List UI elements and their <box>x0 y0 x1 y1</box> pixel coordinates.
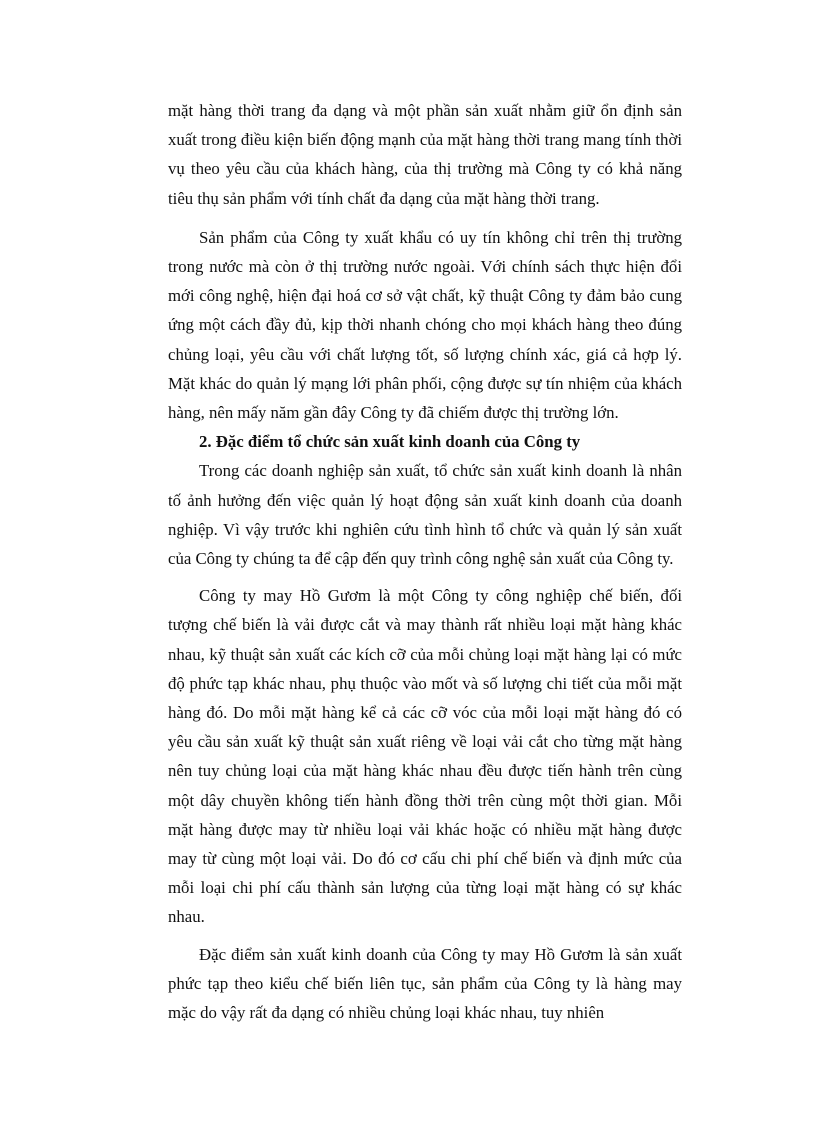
paragraph-organization: Trong các doanh nghiệp sản xuất, tổ chức sản xuất kinh doanh là nhân tố ảnh hưởng đến việc quản lý hoạt động sản xuất kinh doanh của doanh nghiệp. Vì vậy trước khi nghiên cứu tình hình tổ chức và quản lý sản xuất của Công ty chúng ta để cập đến quy trình công nghệ sản xuất của Công ty. <box>168 461 682 569</box>
paragraph-export-products: Sản phẩm của Công ty xuất khẩu có uy tín không chỉ trên thị trường trong nước mà còn ở thị trường nước ngoài. Với chính sách thực hiện đổi mới công nghệ, hiện đại hoá cơ sở vật chất, kỹ thuật Công ty đảm bảo cung ứng một cách đầy đủ, kịp thời nhanh chóng cho mọi khách hàng theo đúng chủng loại, yêu cầu với chất lượng tốt, số lượng chính xác, giá cả hợp lý. Mặt khác do quản lý mạng lới phân phối, cộng được sự tín nhiệm của khách hàng, nên mấy năm gần đây Công ty đã chiếm được thị trường lớn. <box>168 227 682 423</box>
paragraph-production-characteristics: Đặc điểm sản xuất kinh doanh của Công ty may Hồ Gươm là sản xuất phức tạp theo kiểu chế biến liên tục, sản phẩm của Công ty là hàng may mặc do vậy rất đa dạng có nhiều chủng loại khác nhau, tuy nhiên <box>168 944 682 1023</box>
paragraph-continuation: mặt hàng thời trang đa dạng và một phần sản xuất nhằm giữ ổn định sản xuất trong điều kiện biến động mạnh của mặt hàng thời trang mang tính thời vụ theo yêu cầu của khách hàng, của thị trường mà Công ty có khả năng tiêu thụ sản phẩm với tính chất đa dạng của mặt hàng thời trang. <box>168 101 682 208</box>
section-heading: 2. Đặc điểm tổ chức sản xuất kinh doanh của Công ty <box>199 432 581 452</box>
document-page <box>168 96 682 1027</box>
paragraph-company-description: Công ty may Hồ Gươm là một Công ty công nghiệp chế biến, đối tượng chế biến là vải được cắt và may thành rất nhiều loại mặt hàng khác nhau, kỹ thuật sản xuất các kích cỡ của mỗi chủng loại mặt hàng lại có mức độ phức tạp khác nhau, phụ thuộc vào mốt và số lượng chi tiết của mỗi mặt hàng đó. Do mỗi mặt hàng kể cả các cỡ vóc của mỗi loại mặt hàng đó có yêu cầu sản xuất kỹ thuật sản xuất riêng về loại vải cắt cho từng mặt hàng nên tuy chủng loại của mặt hàng khác nhau đều được tiến hành trên cùng một dây chuyền không tiến hành đồng thời trên cùng một thời gian. Mỗi mặt hàng được may từ nhiều loại vải khác hoặc có nhiều mặt hàng được may từ cùng một loại vải. Do đó cơ cấu chi phí chế biến và định mức của mỗi loại chi phí cấu thành sản lượng của từng loại mặt hàng có sự khác nhau. <box>168 586 682 927</box>
